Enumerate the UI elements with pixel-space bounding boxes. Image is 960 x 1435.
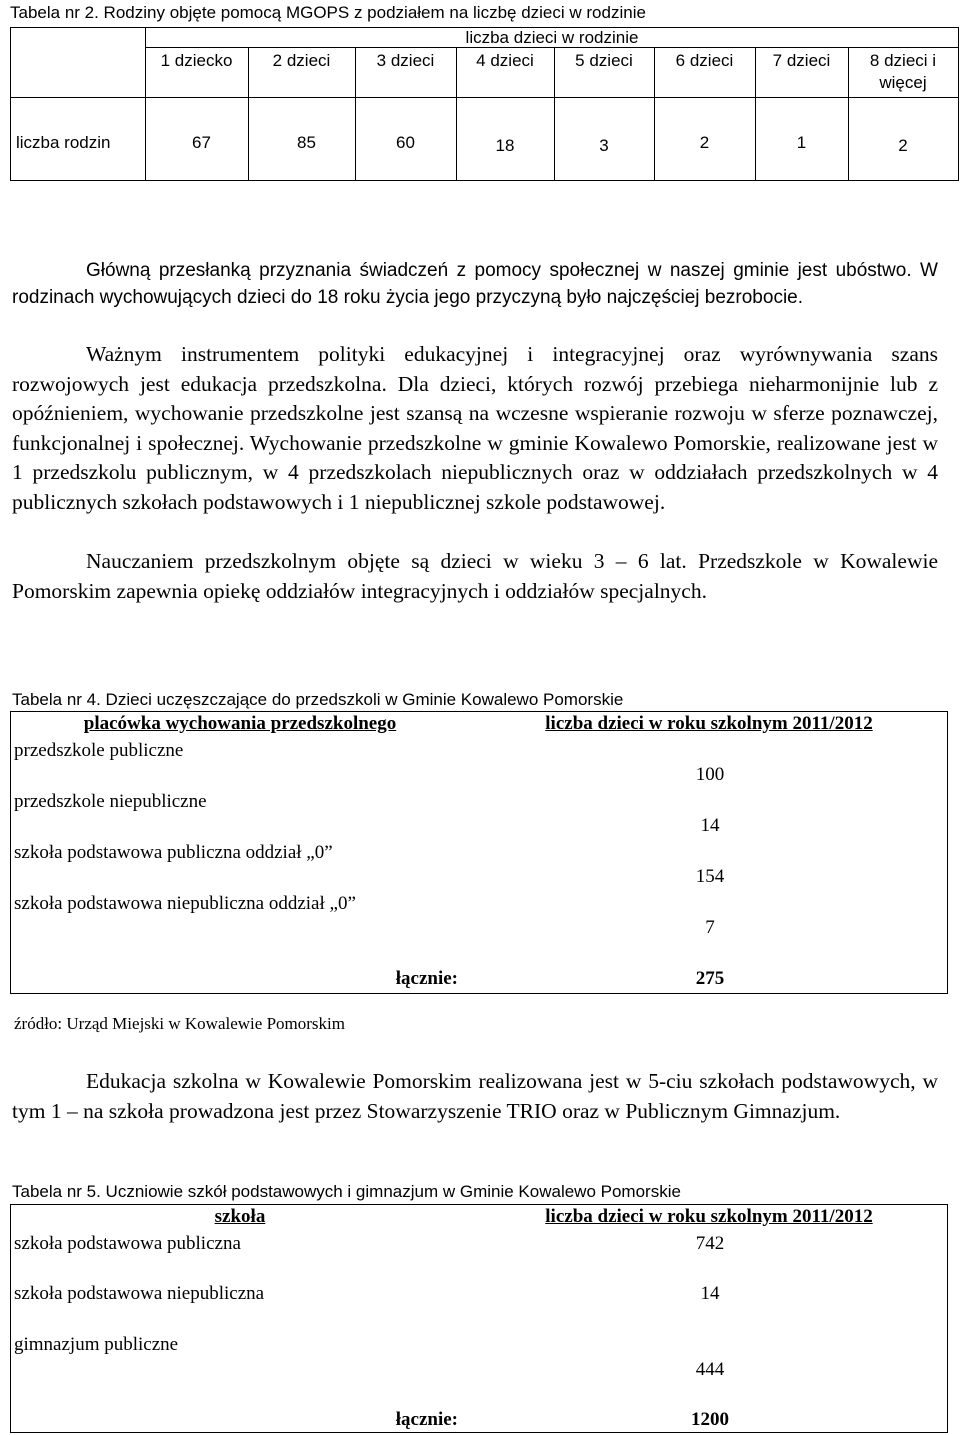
table2-col-header: 1 dziecko bbox=[160, 51, 233, 70]
table2-value: 2 bbox=[898, 136, 908, 155]
table4-row-label: szkoła podstawowa publiczna oddział „0” bbox=[14, 842, 333, 863]
table2-col-header: 5 dzieci bbox=[575, 51, 633, 70]
table4-row-value: 7 bbox=[705, 917, 715, 938]
table2-col-header: 6 dzieci bbox=[675, 51, 734, 70]
table4-row-value: 100 bbox=[695, 764, 725, 785]
paragraph-preschool-education: Ważnym instrumentem polityki edukacyjnej i integracyjnej oraz wyrównywania szans rozwojowych jest edukacja przedszkolna. Dla dzieci, których rozwój przebiega nieharmonijnie lub z opóźnieniem, wychowanie przedszkolne jest szansą na wczesne wspieranie rozwoju w sferze poznawczej, funkcjonalnej i społecznej. Wychowanie przedszkolne w gminie Kowalewo Pomorskie, realizowane jest w 1 przedszkolu publicznym, w 4 przedszkolach niepublicznych oraz w oddziałach przedszkolnych w 4 publicznych szkołach podstawowych i 1 niepublicznej szkole podstawowej. bbox=[12, 342, 938, 514]
table2-caption: Tabela nr 2. Rodziny objęte pomocą MGOPS z podziałem na liczbę dzieci w rodzinie bbox=[10, 3, 646, 22]
table4-row-value: 154 bbox=[695, 866, 725, 887]
table5-row-label: szkoła podstawowa niepubliczna bbox=[14, 1283, 265, 1304]
table2-group-header: liczba dzieci w rodzinie bbox=[465, 28, 639, 47]
table5-header-school: szkoła bbox=[214, 1206, 266, 1227]
table5-row-value: 444 bbox=[695, 1359, 725, 1380]
table4-row-label: przedszkole niepubliczne bbox=[14, 791, 207, 812]
table2-row-label: liczba rodzin bbox=[16, 133, 111, 152]
table2-col-header-cont: więcej bbox=[879, 73, 927, 92]
table5-row-label: gimnazjum publiczne bbox=[14, 1334, 179, 1355]
table5-caption: Tabela nr 5. Uczniowie szkół podstawowych i gimnazjum w Gminie Kowalewo Pomorskie bbox=[12, 1182, 681, 1201]
table5-row-value: 14 bbox=[700, 1283, 720, 1304]
table2-value: 85 bbox=[297, 133, 316, 152]
table2-value: 3 bbox=[599, 136, 609, 155]
table5-row-value: 742 bbox=[695, 1233, 725, 1254]
table4-header-facility: placówka wychowania przedszkolnego bbox=[83, 713, 397, 734]
table2-value: 2 bbox=[699, 133, 710, 152]
paragraph-preschool-age: Nauczaniem przedszkolnym objęte są dzieci w wieku 3 – 6 lat. Przedszkole w Kowalewie Pomorskim zapewnia opiekę oddziałów integracyjnych i oddziałów specjalnych. bbox=[12, 549, 938, 603]
table5-total-value: 1200 bbox=[691, 1409, 729, 1430]
table4-row-value: 14 bbox=[700, 815, 720, 836]
paragraph-school-education: Edukacja szkolna w Kowalewie Pomorskim realizowana jest w 5-ciu szkołach podstawowych, w tym 1 – na szkoła prowadzona jest przez Stowarzyszenie TRIO oraz w Publicznym Gimnazjum. bbox=[12, 1069, 938, 1123]
table2-col-header: 4 dzieci bbox=[476, 51, 534, 70]
table5-total-label: łącznie: bbox=[395, 1409, 458, 1430]
table2-col-header: 7 dzieci bbox=[772, 51, 831, 70]
table5-header-count: liczba dzieci w roku szkolnym 2011/2012 bbox=[545, 1206, 873, 1227]
table4-row-label: szkoła podstawowa niepubliczna oddział „0” bbox=[14, 893, 356, 914]
table2-col-header: 3 dzieci bbox=[376, 51, 435, 70]
table2-value: 67 bbox=[192, 133, 211, 152]
table4-header-count: liczba dzieci w roku szkolnym 2011/2012 bbox=[545, 713, 873, 734]
table4-row-label: przedszkole publiczne bbox=[14, 740, 184, 761]
table2-value: 18 bbox=[495, 136, 515, 155]
table4-total-value: 275 bbox=[695, 968, 725, 989]
paragraph-poverty: Główną przesłanką przyznania świadczeń z pomocy społecznej w naszej gminie jest ubóstwo. W rodzinach wychowujących dzieci do 18 roku życia jego przyczyną było najczęściej bezrobocie. bbox=[12, 260, 938, 308]
table2-col-header: 2 dzieci bbox=[272, 51, 331, 70]
table4-source: źródło: Urząd Miejski w Kowalewie Pomorskim bbox=[14, 1014, 345, 1033]
table4-caption: Tabela nr 4. Dzieci uczęszczające do przedszkoli w Gminie Kowalewo Pomorskie bbox=[12, 690, 624, 709]
table4-total-label: łącznie: bbox=[395, 968, 458, 989]
table5-row-label: szkoła podstawowa publiczna bbox=[14, 1233, 241, 1254]
table2-value: 60 bbox=[396, 133, 415, 152]
table2-col-header: 8 dzieci i bbox=[869, 51, 937, 70]
table2-value: 1 bbox=[796, 133, 807, 152]
